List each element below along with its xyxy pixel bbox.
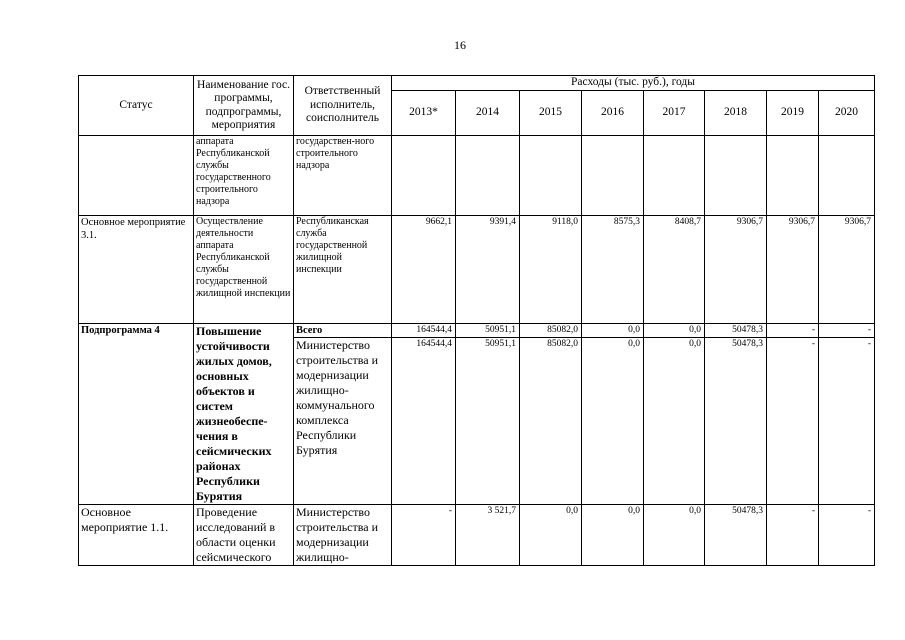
header-year: 2020 [819, 91, 875, 136]
status-cell [79, 136, 194, 216]
table-row [79, 505, 875, 566]
value-cell: - [767, 324, 819, 338]
value-cell: - [819, 324, 875, 338]
header-expenses: Расходы (тыс. руб.), годы [392, 76, 875, 91]
header-year: 2015 [520, 91, 582, 136]
status-cell: Основное мероприятие 3.1. [79, 216, 194, 324]
value-cell [644, 136, 705, 216]
name-cell: Осуществление деятельности аппарата Республиканской службы государственной жилищной инспекции [194, 216, 294, 324]
value-cell: 85082,0 [520, 324, 582, 338]
executor-cell: государствен-ного строительного надзора [294, 136, 392, 216]
value-cell: - [392, 505, 456, 566]
value-cell: 0,0 [644, 338, 705, 505]
name-cell: Повышение устойчивости жилых домов, основных объектов и систем жизнеобеспе-чения в сейсмических районах Республики Бурятия [194, 324, 294, 505]
value-cell [392, 136, 456, 216]
status-cell: Подпрограмма 4 [79, 324, 194, 505]
value-cell: - [767, 338, 819, 505]
header-year: 2016 [582, 91, 644, 136]
value-cell: 0,0 [582, 505, 644, 566]
budget-table [78, 75, 875, 566]
header-status: Статус [79, 76, 194, 136]
table-row [79, 136, 875, 216]
value-cell: 50478,3 [705, 505, 767, 566]
header-name: Наименование гос. программы, подпрограммы, мероприятия [194, 76, 294, 136]
executor-cell: Республиканская служба государственной жилищной инспекции [294, 216, 392, 324]
header-year: 2017 [644, 91, 705, 136]
value-cell: 0,0 [644, 505, 705, 566]
value-cell [819, 136, 875, 216]
value-cell: - [819, 505, 875, 566]
executor-cell: Всего [294, 324, 392, 338]
value-cell: 0,0 [582, 324, 644, 338]
value-cell: 50478,3 [705, 338, 767, 505]
value-cell: 9662,1 [392, 216, 456, 324]
value-cell: 0,0 [520, 505, 582, 566]
value-cell: 50478,3 [705, 324, 767, 338]
name-cell: аппарата Республиканской службы государственного строительного надзора [194, 136, 294, 216]
value-cell: 164544,4 [392, 338, 456, 505]
value-cell: - [767, 505, 819, 566]
value-cell [520, 136, 582, 216]
value-cell: 85082,0 [520, 338, 582, 505]
table-row [79, 216, 875, 324]
value-cell: 50951,1 [456, 324, 520, 338]
value-cell: 50951,1 [456, 338, 520, 505]
header-year: 2019 [767, 91, 819, 136]
page-number: 16 [454, 38, 466, 52]
value-cell: 8575,3 [582, 216, 644, 324]
value-cell [767, 136, 819, 216]
value-cell [582, 136, 644, 216]
value-cell: 8408,7 [644, 216, 705, 324]
table-row [79, 324, 875, 338]
header-year: 2013* [392, 91, 456, 136]
value-cell [456, 136, 520, 216]
value-cell: 9306,7 [767, 216, 819, 324]
value-cell: - [819, 338, 875, 505]
value-cell: 9391,4 [456, 216, 520, 324]
value-cell: 0,0 [582, 338, 644, 505]
name-cell: Проведение исследований в области оценки сейсмического [194, 505, 294, 566]
executor-cell: Министерство строительства и модернизации жилищно-коммунального комплекса Республики Бурятия [294, 338, 392, 505]
status-cell: Основное мероприятие 1.1. [79, 505, 194, 566]
value-cell: 9118,0 [520, 216, 582, 324]
value-cell: 164544,4 [392, 324, 456, 338]
executor-cell: Министерство строительства и модернизации жилищно- [294, 505, 392, 566]
value-cell: 9306,7 [819, 216, 875, 324]
value-cell [705, 136, 767, 216]
value-cell: 0,0 [644, 324, 705, 338]
header-executor: Ответственный исполнитель, соисполнитель [294, 76, 392, 136]
header-year: 2018 [705, 91, 767, 136]
value-cell: 3 521,7 [456, 505, 520, 566]
header-year: 2014 [456, 91, 520, 136]
value-cell: 9306,7 [705, 216, 767, 324]
header-row-1 [79, 76, 875, 91]
